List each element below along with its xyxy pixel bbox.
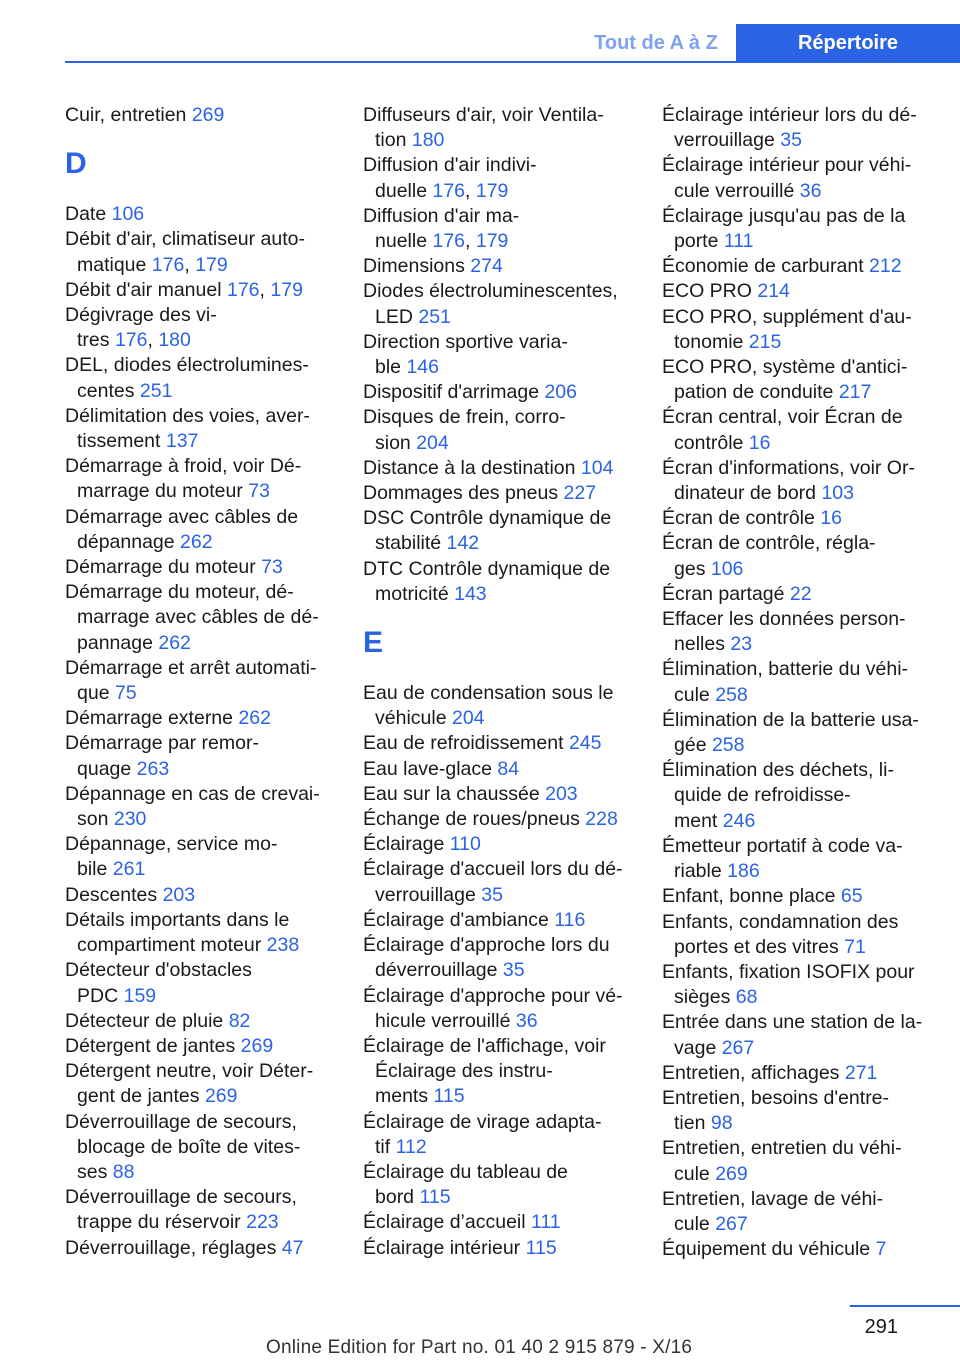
page-reference-link[interactable]: 106: [710, 557, 744, 580]
page-reference-link[interactable]: 245: [568, 732, 602, 755]
index-entry: [363, 330, 635, 380]
page-reference-link[interactable]: 180: [158, 329, 191, 352]
index-term: Éclairage d'accueil lors du dé- verrouillage: [363, 858, 623, 906]
page-reference-link[interactable]: 269: [240, 1034, 274, 1057]
index-term: Démarrage du moteur: [65, 556, 262, 579]
index-term: Débit d'air, climatiseur auto- matique: [65, 228, 305, 276]
index-entry: [662, 657, 947, 707]
index-term: ECO PRO, supplément d'au- tonomie: [662, 305, 912, 353]
page-reference-link[interactable]: 104: [580, 456, 614, 479]
index-entry: [363, 908, 635, 933]
index-entry: [662, 1187, 947, 1237]
page-reference-link[interactable]: 212: [869, 255, 902, 278]
index-entry: [65, 1236, 337, 1261]
page-reference-link[interactable]: 204: [451, 707, 485, 730]
index-term: Effacer les données person- nelles: [662, 608, 906, 656]
index-term: Éclairage d'ambiance: [363, 908, 555, 931]
page-header: [0, 24, 960, 62]
page-reference-link[interactable]: 88: [112, 1160, 135, 1183]
index-entry: [363, 456, 635, 481]
index-term: Éclairage de l'affichage, voir Éclairage des instru- ments: [363, 1034, 606, 1108]
index-term: Eau de refroidissement: [363, 732, 569, 755]
page-reference-link[interactable]: 65: [840, 885, 863, 908]
page-reference-link[interactable]: 262: [158, 631, 191, 654]
index-term: Eau lave-glace: [363, 757, 498, 780]
footer-edition-text: Online Edition for Part no. 01 40 2 915 879 - X/16: [266, 1337, 693, 1358]
page-reference-link[interactable]: 16: [748, 431, 771, 454]
index-term: DEL, diodes électrolumines- centes: [65, 354, 309, 402]
index-entry: [65, 656, 337, 706]
page-reference-link[interactable]: 71: [844, 935, 866, 958]
index-term: Écran d'informations, voir Or- dinateur de bord: [662, 456, 915, 505]
index-entry: [662, 708, 947, 758]
index-column-2: [363, 103, 635, 1261]
index-entry: [363, 481, 635, 506]
index-term: Détails importants dans le compartiment moteur: [65, 908, 290, 957]
index-entry: [363, 557, 635, 607]
index-term: Entrée dans une station de la- vage: [662, 1011, 923, 1059]
index-entry: Diffusion d'air indivi- duelle 176, 179: [363, 154, 537, 202]
index-entry: [65, 1059, 337, 1109]
index-entry: [65, 908, 337, 958]
page-reference-link[interactable]: 35: [502, 959, 525, 982]
index-term: Éclairage jusqu'au pas de la porte: [662, 204, 906, 253]
index-entry: [363, 832, 635, 857]
index-term: Dimensions: [363, 255, 471, 278]
index-entry: [662, 305, 947, 355]
page-reference-link[interactable]: 47: [281, 1236, 304, 1259]
page-reference-link[interactable]: 179: [270, 278, 303, 301]
page-reference-link[interactable]: 146: [406, 356, 439, 379]
index-term: Démarrage par remor- quage: [65, 732, 259, 780]
page-reference-link[interactable]: 116: [554, 908, 586, 931]
index-term: Détergent de jantes: [65, 1034, 241, 1057]
index-term: Débit d'air manuel: [65, 278, 227, 301]
index-entry: [662, 758, 947, 834]
index-term: ECO PRO: [662, 280, 758, 303]
index-term: Éclairage du tableau de bord: [363, 1160, 568, 1209]
page-reference-link[interactable]: 262: [238, 707, 271, 730]
index-term: Déverrouillage de secours, trappe du réservoir: [65, 1186, 297, 1234]
index-entry: [65, 580, 337, 656]
index-term: Éclairage intérieur pour véhi- cule verrouillé: [662, 154, 912, 202]
page-reference-link[interactable]: 186: [727, 860, 760, 883]
index-term: Éclairage: [363, 833, 450, 856]
page-reference-link[interactable]: 36: [799, 179, 822, 202]
index-entry: [662, 254, 947, 279]
index-entry: [662, 884, 947, 909]
index-term: Émetteur portatif à code va- riable: [662, 834, 903, 883]
tab-repertoire[interactable]: Répertoire: [736, 24, 960, 62]
index-term: Démarrage et arrêt automati- que: [65, 656, 317, 705]
page-reference-link[interactable]: 73: [261, 556, 283, 579]
index-term: Eau sur la chaussée: [363, 782, 546, 805]
index-term: Direction sportive varia- ble: [363, 330, 568, 379]
index-term: Dépannage, service mo- bile: [65, 833, 278, 881]
index-term: Éclairage intérieur: [363, 1236, 526, 1259]
page-reference-link[interactable]: 238: [266, 934, 300, 957]
index-term: Diffusion d'air ma- nuelle: [363, 204, 520, 253]
index-term: Délimitation des voies, aver- tissement: [65, 404, 310, 453]
page-reference-link[interactable]: 159: [123, 984, 157, 1007]
page-reference-link[interactable]: 98: [710, 1112, 733, 1135]
index-entry: [662, 103, 947, 153]
index-entry: [662, 355, 947, 405]
index-term: Détecteur d'obstacles PDC: [65, 959, 252, 1007]
index-term: Entretien, entretien du véhi- cule: [662, 1137, 902, 1185]
index-term: Détecteur de pluie: [65, 1009, 229, 1032]
page-reference-link[interactable]: 115: [525, 1236, 557, 1259]
index-term: Démarrage du moteur, dé- marrage avec câbles de dé- pannage: [65, 581, 319, 654]
page-reference-link[interactable]: 111: [531, 1211, 561, 1234]
page-reference-link[interactable]: 75: [114, 682, 137, 705]
index-term: Dispositif d'arrimage: [363, 381, 545, 404]
index-term: Diffuseurs d'air, voir Ventila- tion: [363, 104, 604, 152]
page-reference-link[interactable]: 261: [112, 858, 146, 881]
index-entry: [662, 279, 947, 304]
index-entry: [65, 555, 337, 580]
footer-divider: [850, 1305, 960, 1307]
page-reference-link[interactable]: 7: [875, 1238, 887, 1261]
page-reference-link[interactable]: 214: [757, 280, 790, 303]
index-term: Dégivrage des vi- tres: [65, 304, 217, 352]
index-entry: [65, 1034, 337, 1059]
index-entry: [363, 782, 635, 807]
index-term: Équipement du véhicule: [662, 1238, 876, 1261]
page-reference-link[interactable]: 258: [711, 734, 745, 757]
index-entry: [363, 757, 635, 782]
index-entry: [662, 531, 947, 581]
index-entry: [363, 1210, 635, 1235]
page-reference-link[interactable]: 35: [780, 129, 802, 152]
index-term: Eau de condensation sous le véhicule: [363, 682, 614, 730]
index-entry: [662, 607, 947, 657]
page-reference-link[interactable]: 228: [585, 808, 618, 831]
index-term: DSC Contrôle dynamique de stabilité: [363, 507, 612, 555]
page-reference-link[interactable]: 263: [136, 757, 170, 780]
section-letter: D: [65, 147, 87, 181]
index-entry: [65, 404, 337, 454]
page-reference-link[interactable]: 251: [139, 379, 173, 402]
index-entry: [662, 506, 947, 531]
index-entry: [662, 405, 947, 455]
page-reference-link[interactable]: 269: [204, 1085, 238, 1108]
page-reference-link[interactable]: 180: [411, 129, 445, 152]
page-reference-link[interactable]: 176: [432, 230, 466, 253]
page-reference-link[interactable]: 73: [248, 480, 270, 503]
index-entry: [662, 1061, 947, 1086]
index-entry: [363, 405, 635, 455]
page-reference-link[interactable]: 230: [113, 808, 147, 831]
index-term: Diodes électroluminescentes, LED: [363, 280, 618, 328]
page-reference-link[interactable]: 82: [228, 1009, 251, 1032]
page-reference-link[interactable]: 258: [715, 683, 748, 706]
page-reference-link[interactable]: 215: [748, 330, 782, 353]
index-term: Écran de contrôle, régla- ges: [662, 532, 876, 580]
index-entry: [363, 279, 635, 329]
page-reference-link[interactable]: 262: [180, 530, 213, 553]
index-column-1: [65, 103, 337, 1261]
index-entry: [662, 456, 947, 506]
header-divider: [65, 61, 960, 63]
page-reference-link[interactable]: 176: [114, 329, 148, 352]
page-reference-link[interactable]: 176: [226, 278, 260, 301]
page-reference-link[interactable]: 110: [449, 833, 481, 856]
index-entry: [363, 681, 635, 731]
index-term: Éclairage d’accueil: [363, 1211, 532, 1234]
page-reference-link[interactable]: 137: [165, 430, 199, 453]
page-number: 291: [864, 1316, 898, 1338]
index-entry: [662, 582, 947, 607]
index-term: Cuir, entretien: [65, 104, 192, 126]
page-reference-link[interactable]: 271: [844, 1061, 878, 1084]
page-reference-link[interactable]: 22: [789, 582, 812, 605]
index-entry: [363, 1034, 635, 1110]
index-term: Descentes: [65, 883, 163, 906]
index-entry: [662, 1086, 947, 1136]
index-entry: [662, 834, 947, 884]
index-entry: Débit d'air, climatiseur auto- matique 176, 179: [65, 228, 305, 276]
index-term: Élimination, batterie du véhi- cule: [662, 658, 909, 706]
page-reference-link[interactable]: 23: [730, 633, 753, 656]
page-reference-link[interactable]: 143: [454, 582, 487, 605]
index-entry: [65, 1110, 337, 1186]
page-reference-link[interactable]: 176: [151, 253, 185, 276]
index-entry: [363, 103, 635, 153]
page-reference-link[interactable]: 84: [497, 757, 520, 780]
index-entry: [65, 505, 337, 555]
page-reference-link[interactable]: 204: [416, 431, 449, 454]
index-entry: [662, 1237, 947, 1262]
index-term: Dépannage en cas de crevai- son: [65, 782, 320, 831]
index-term: Éclairage de virage adapta- tif: [363, 1110, 602, 1158]
index-entry: [65, 731, 337, 781]
page-reference-link[interactable]: 179: [475, 179, 509, 202]
index-term: Économie de carburant: [662, 255, 870, 278]
page-reference-link[interactable]: 103: [821, 482, 854, 505]
page-reference-link[interactable]: 111: [723, 230, 754, 253]
index-term: Écran de contrôle: [662, 507, 821, 530]
page-reference-link[interactable]: 36: [515, 1009, 538, 1032]
index-entry: [65, 103, 337, 128]
index-entry: Diffusion d'air ma- nuelle 176, 179: [363, 204, 520, 253]
index-entry: [662, 910, 947, 960]
index-term: Distance à la destination: [363, 456, 581, 479]
page-reference-link[interactable]: 115: [419, 1186, 451, 1209]
index-entry: [65, 1009, 337, 1034]
index-term: Démarrage avec câbles de dépannage: [65, 505, 299, 553]
page-reference-link[interactable]: 269: [715, 1162, 748, 1185]
index-term: Démarrage à froid, voir Dé- marrage du moteur: [65, 455, 302, 503]
page-reference-link[interactable]: 206: [544, 381, 577, 404]
index-entry: [363, 807, 635, 832]
index-entry: [65, 454, 337, 504]
index-term: ECO PRO, système d'antici- pation de conduite: [662, 356, 908, 404]
page-reference-link[interactable]: 223: [246, 1211, 279, 1234]
index-entry: [65, 353, 337, 403]
index-term: Diffusion d'air indivi- duelle: [363, 154, 537, 202]
index-entry: [363, 857, 635, 907]
index-entry: [363, 731, 635, 756]
index-entry: [65, 883, 337, 908]
page-reference-link[interactable]: 176: [432, 179, 466, 202]
index-term: Éclairage d'approche lors du déverrouillage: [363, 934, 610, 982]
index-term: Enfants, fixation ISOFIX pour sièges: [662, 960, 915, 1009]
index-entry: [65, 958, 337, 1008]
index-entry: Dégivrage des vi- tres 176, 180: [65, 304, 217, 352]
page-reference-link[interactable]: 35: [481, 883, 503, 906]
section-letter: E: [363, 626, 384, 660]
index-entry: [65, 1185, 337, 1235]
index-entry: [363, 984, 635, 1034]
index-entry: [363, 1236, 635, 1261]
page-reference-link[interactable]: 269: [191, 104, 225, 126]
index-term: Déverrouillage de secours, blocage de boîte de vites- ses: [65, 1110, 301, 1183]
index-term: Éclairage d'approche pour vé- hicule verrouillé: [363, 984, 623, 1032]
page-reference-link[interactable]: 112: [395, 1135, 427, 1158]
index-entry: [662, 960, 947, 1010]
index-entry: [65, 832, 337, 882]
index-term: Élimination de la batterie usa- gée: [662, 708, 919, 757]
tab-tout-de-a-a-z[interactable]: Tout de A à Z: [594, 32, 718, 54]
index-entry: [363, 380, 635, 405]
index-term: Enfants, condamnation des portes et des vitres: [662, 910, 899, 958]
page-reference-link[interactable]: 179: [475, 230, 509, 253]
page-reference-link[interactable]: 106: [111, 203, 145, 226]
index-term: Échange de roues/pneus: [363, 808, 586, 831]
index-entry: [363, 254, 635, 279]
page-reference-link[interactable]: 179: [195, 253, 228, 276]
index-term: Élimination des déchets, li- quide de refroidisse- ment: [662, 759, 894, 832]
page-reference-link[interactable]: 227: [563, 482, 597, 505]
page-reference-link[interactable]: 246: [722, 809, 756, 832]
index-term: Détergent neutre, voir Déter- gent de jantes: [65, 1060, 314, 1108]
index-term: Enfant, bonne place: [662, 885, 841, 908]
page-reference-link[interactable]: 274: [470, 255, 503, 278]
page-reference-link[interactable]: 16: [820, 507, 842, 530]
index-column-3: [662, 103, 947, 1262]
index-entry: [65, 782, 337, 832]
index-term: Disques de frein, corro- sion: [363, 406, 566, 454]
index-entry: [662, 1010, 947, 1060]
page-reference-link[interactable]: 203: [545, 782, 578, 805]
index-term: DTC Contrôle dynamique de motricité: [363, 557, 611, 605]
page-reference-link[interactable]: 203: [162, 883, 196, 906]
index-entry: [662, 153, 947, 203]
index-entry: [363, 933, 635, 983]
index-term: Dommages des pneus: [363, 482, 564, 505]
index-term: Éclairage intérieur lors du dé- verrouillage: [662, 104, 917, 152]
page-reference-link[interactable]: 267: [721, 1036, 755, 1059]
index-term: Écran partagé: [662, 582, 790, 605]
index-entry: [662, 1136, 947, 1186]
index-term: Entretien, lavage de véhi- cule: [662, 1187, 884, 1235]
index-term: Écran central, voir Écran de contrôle: [662, 406, 903, 454]
page-reference-link[interactable]: 251: [418, 305, 451, 328]
index-term: Entretien, affichages: [662, 1061, 845, 1084]
index-entry: [363, 1110, 635, 1160]
index-term: Date: [65, 203, 112, 226]
index-entry: [363, 1160, 635, 1210]
index-entry: [363, 506, 635, 556]
page-reference-link[interactable]: 68: [735, 986, 758, 1009]
page-reference-link[interactable]: 142: [446, 532, 480, 555]
index-term: Entretien, besoins d'entre- tien: [662, 1086, 890, 1135]
page-reference-link[interactable]: 115: [433, 1085, 465, 1108]
index-entry: [65, 706, 337, 731]
index-entry: [65, 202, 337, 227]
index-term: Déverrouillage, réglages: [65, 1236, 282, 1259]
page-reference-link[interactable]: 267: [715, 1212, 748, 1235]
index-entry: Débit d'air manuel 176, 179: [65, 278, 303, 301]
page-reference-link[interactable]: 217: [838, 381, 872, 404]
index-entry: [662, 204, 947, 254]
index-term: Démarrage externe: [65, 707, 239, 730]
